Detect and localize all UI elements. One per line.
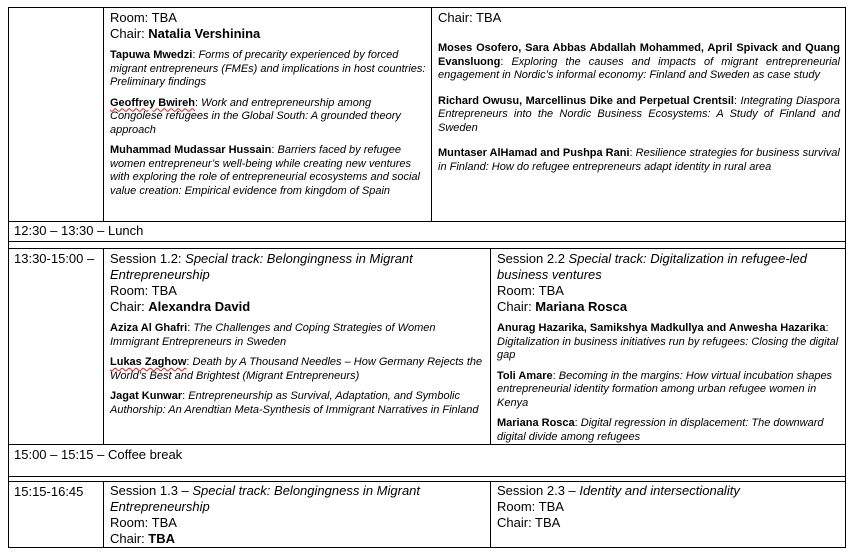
grid-line	[103, 7, 104, 221]
grid-line	[8, 444, 9, 481]
grid-line	[8, 476, 846, 477]
session-cell-top-right	[438, 10, 840, 174]
paper-entry: Muntaser AlHamad and Pushpa Rani: Resilience strategies for business survival in Finland: How do refugee entrepreneurs adapt identity in rural area	[438, 147, 840, 173]
grid-line	[8, 221, 846, 222]
room-label: Room: TBA	[110, 283, 177, 298]
paper-entry: Aziza Al Ghafri: The Challenges and Coping Strategies of Women Immigrant Entrepreneurs in Sweden	[110, 322, 436, 348]
chair-line: Chair: Natalia Vershinina	[110, 26, 261, 41]
paper-entry: Tapuwa Mwedzi: Forms of precarity experienced by forced migrant entrepreneurs (FMEs) and implications in host countries: Preliminary findings	[110, 49, 426, 88]
grid-line	[8, 248, 846, 249]
grid-line	[103, 481, 104, 547]
session-cell-2-2	[497, 251, 840, 444]
time-slot: 13:30-15:00 –	[14, 251, 95, 266]
session-heading: Session 1.3 – Special track: Belongingness in Migrant Entrepreneurship	[110, 483, 421, 514]
chair-name: Mariana Rosca	[535, 299, 628, 314]
grid-line	[8, 241, 846, 242]
chair-line: Chair: Mariana Rosca	[497, 299, 628, 314]
chair-line: Chair: Alexandra David	[110, 299, 251, 314]
paper-entry: Geoffrey Bwireh: Work and entrepreneurship among Congolese refugees in the Global South: A grounded theory approach	[110, 96, 401, 136]
grid-line	[8, 547, 846, 548]
paper-entry: Anurag Hazarika, Samikshya Madkullya and Anwesha Hazarika: Digitalization in business initiatives run by refugees: Closing the digital gap	[497, 322, 839, 361]
chair-name: Natalia Vershinina	[148, 26, 261, 41]
grid-line	[8, 481, 846, 482]
session-cell-1-3	[110, 483, 485, 547]
grid-line	[8, 481, 9, 547]
session-heading: Session 2.3 – Identity and intersectionality	[497, 483, 740, 498]
chair-line: Chair: TBA	[497, 515, 561, 530]
time-slot: 15:15-16:45	[14, 484, 84, 499]
paper-entry: Muhammad Mudassar Hussain: Barriers faced by refugee women entrepreneur’s well-being while creating new ventures with exploring the role of entrepreneurial ecosystems and social value creation: Empirical evidence from kingdom of Spain	[110, 144, 420, 197]
grid-line	[8, 7, 846, 8]
paper-entry: Moses Osofero, Sara Abbas Abdallah Mohammed, April Spivack and Quang Evansluong: Exploring the causes and impacts of migrant entrepreneurial engagement in Nordic’s informal economy: Finland and Sweden as case study	[438, 42, 840, 81]
session-cell-top-left	[110, 10, 426, 198]
paper-entry: Mariana Rosca: Digital regression in displacement: The downward digital divide among refugees	[497, 417, 824, 443]
grid-line	[490, 481, 491, 547]
room-label: Room: TBA	[497, 283, 564, 298]
lunch-break: 12:30 – 13:30 – Lunch	[14, 223, 144, 238]
grid-line	[490, 248, 491, 444]
session-cell-2-3	[497, 483, 840, 531]
session-cell-1-2	[110, 251, 485, 417]
room-label: Room: TBA	[110, 10, 177, 25]
paper-entry: Toli Amare: Becoming in the margins: How virtual incubation shapes entrepreneurial identity formation among urban refugee women in Kenya	[497, 369, 833, 409]
grid-line	[431, 7, 432, 221]
chair-line: Chair: TBA	[110, 531, 176, 546]
paper-entry: Lukas Zaghow: Death by A Thousand Needles – How Germany Rejects the World’s Best and Brightest (Migrant Entrepreneurs)	[110, 356, 483, 382]
session-heading: Session 1.2: Special track: Belongingness in Migrant Entrepreneurship	[110, 251, 413, 282]
coffee-break: 15:00 – 15:15 – Coffee break	[14, 447, 183, 462]
grid-line	[8, 221, 9, 248]
grid-line	[8, 248, 9, 444]
paper-entry: Jagat Kunwar: Entrepreneurship as Survival, Adaptation, and Symbolic Authorship: An Arendtian Meta-Synthesis of Immigrant Narratives in Finland	[110, 390, 479, 416]
room-label: Room: TBA	[497, 499, 564, 514]
chair-line: Chair: TBA	[438, 10, 502, 25]
grid-line	[8, 7, 9, 221]
paper-entry: Richard Owusu, Marcellinus Dike and Perpetual Crentsil: Integrating Diaspora Entrepreneurs into the Nordic Business Ecosystems: A Study of Finland and Sweden	[438, 94, 840, 134]
chair-name: TBA	[148, 531, 176, 546]
session-heading: Session 2.2 Special track: Digitalization in refugee-led business ventures	[497, 251, 808, 282]
room-label: Room: TBA	[110, 515, 177, 530]
grid-line	[8, 444, 846, 445]
grid-line	[103, 248, 104, 444]
grid-line	[845, 7, 846, 547]
chair-name: Alexandra David	[148, 299, 251, 314]
